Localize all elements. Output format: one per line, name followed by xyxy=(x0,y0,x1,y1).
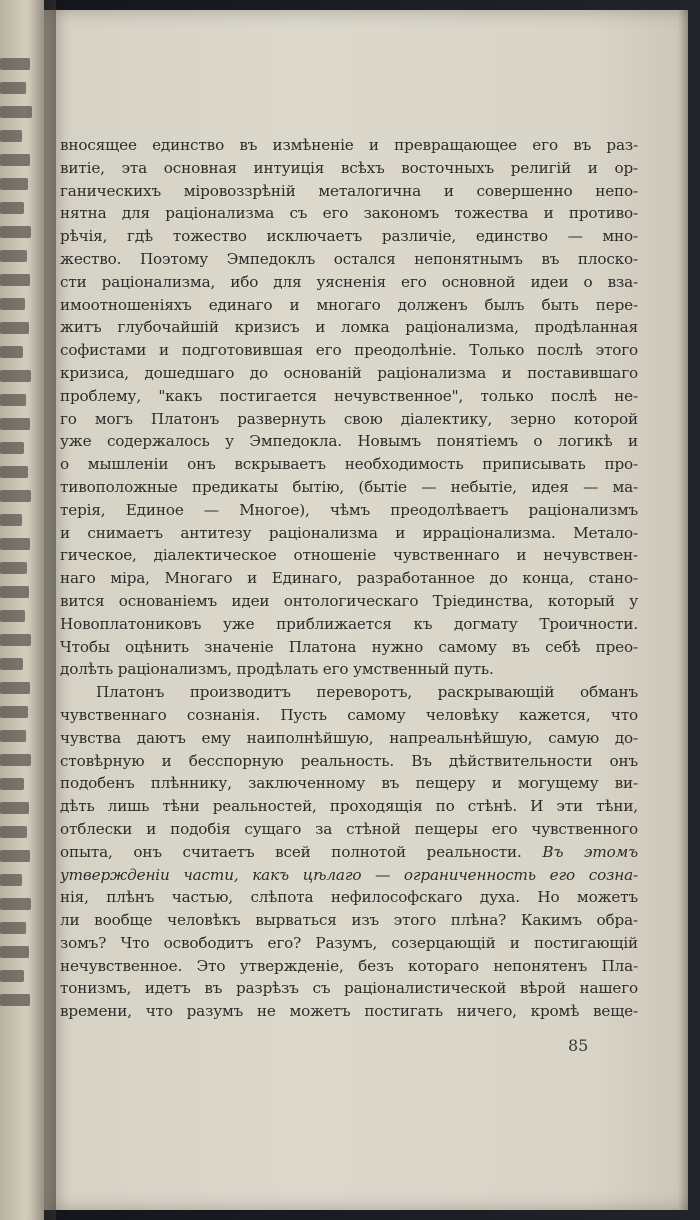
text-line: времени, что разумъ не можетъ постигать ничего, кромѣ веще- xyxy=(60,1002,638,1021)
text-line: нечувственное. Это утвержденіе, безъ котораго непонятенъ Пла- xyxy=(60,956,638,975)
text-line: Платонъ производитъ переворотъ, раскрывающій обманъ xyxy=(96,683,638,702)
page-body-text xyxy=(60,134,638,1023)
text-line: жество. Поэтому Эмпедоклъ остался непонятнымъ въ плоско- xyxy=(60,249,638,268)
text-segment: опыта, онъ считаетъ всей полнотой реальности. xyxy=(60,842,522,861)
text-line: тивоположные предикаты бытію, (бытіе — небытіе, идея — ма- xyxy=(60,477,638,496)
text-line: уже содержалось у Эмпедокла. Новымъ понятіемъ о логикѣ и xyxy=(60,432,638,451)
text-line: кризиса, дошедшаго до основаній раціонализма и поставившаго xyxy=(60,363,638,382)
book-page xyxy=(44,10,688,1210)
italic-text: утвержденіи части, какъ цѣлаго — ограниченность его созна- xyxy=(60,865,638,884)
text-line: софистами и подготовившая его преодолѣніе. Только послѣ этого xyxy=(60,341,638,360)
text-line: и снимаетъ антитезу раціонализма и ирраціонализма. Метало- xyxy=(60,523,638,542)
text-line: гическое, діалектическое отношеніе чувственнаго и нечувствен- xyxy=(60,546,638,565)
text-line: о мышленіи онъ вскрываетъ необходимость приписывать про- xyxy=(60,455,638,474)
text-line: ганическихъ міровоззрѣній металогична и совершенно непо- xyxy=(60,181,638,200)
text-line: наго міра, Многаго и Единаго, разработанное до конца, стано- xyxy=(60,569,638,588)
text-line-with-italic xyxy=(60,841,638,864)
book-gutter-shadow xyxy=(30,0,56,1220)
text-line: подобенъ плѣннику, заключенному въ пещеру и могущему ви- xyxy=(60,774,638,793)
text-line: Новоплатониковъ уже приближается къ догмату Троичности. xyxy=(60,614,638,633)
italic-text-line xyxy=(60,864,638,887)
text-line: зомъ? Что освободитъ его? Разумъ, созерцающій и постигающій xyxy=(60,933,638,952)
text-line: ли вообще человѣкъ вырваться изъ этого плѣна? Какимъ обра- xyxy=(60,911,638,930)
page-number: 85 xyxy=(568,1036,589,1055)
text-line: имоотношеніяхъ единаго и многаго долженъ былъ быть пере- xyxy=(60,295,638,314)
text-line: нія, плѣнъ частью, слѣпота нефилософскаго духа. Но можетъ xyxy=(60,888,638,907)
page-edge-shadow xyxy=(678,10,688,1210)
text-line: тонизмъ, идетъ въ разрѣзъ съ раціоналистической вѣрой нашего xyxy=(60,979,638,998)
text-line: витіе, эта основная интуиція всѣхъ восточныхъ религій и ор- xyxy=(60,158,638,177)
text-line: чувства даютъ ему наиполнѣйшую, напреальнѣйшую, самую до- xyxy=(60,728,638,747)
text-line: рѣчія, гдѣ тожество исключаетъ различіе, единство — мно- xyxy=(60,227,638,246)
text-line: сти раціонализма, ибо для уясненія его основной идеи о вза- xyxy=(60,272,638,291)
text-line: Чтобы оцѣнить значеніе Платона нужно самому въ себѣ прео- xyxy=(60,637,638,656)
text-line: долѣть раціонализмъ, продѣлать его умственный путь. xyxy=(60,660,494,679)
text-line: вится основаніемъ идеи онтологическаго Тріединства, который у xyxy=(60,591,638,610)
text-line: отблески и подобія сущаго за стѣной пещеры его чувственного xyxy=(60,819,638,838)
text-line: чувственнаго сознанія. Пусть самому человѣку кажется, что xyxy=(60,705,638,724)
text-line: вносящее единство въ измѣненіе и превращающее его въ раз- xyxy=(60,136,638,154)
text-line: го могъ Платонъ развернуть свою діалектику, зерно которой xyxy=(60,409,638,428)
text-line: дѣть лишь тѣни реальностей, проходящія по стѣнѣ. И эти тѣни, xyxy=(60,797,638,816)
text-line: нятна для раціонализма съ его закономъ тожества и противо- xyxy=(60,204,638,223)
text-line: терія, Единое — Многое), чѣмъ преодолѣваетъ раціонализмъ xyxy=(60,500,638,519)
text-line: житъ глубочайшій кризисъ и ломка раціонализма, продѣланная xyxy=(60,318,638,337)
italic-text: Въ этомъ xyxy=(542,842,638,861)
text-line: стовѣрную и бесспорную реальность. Въ дѣйствительности онъ xyxy=(60,751,638,770)
text-line: проблему, "какъ постигается нечувственное", только послѣ не- xyxy=(60,386,638,405)
